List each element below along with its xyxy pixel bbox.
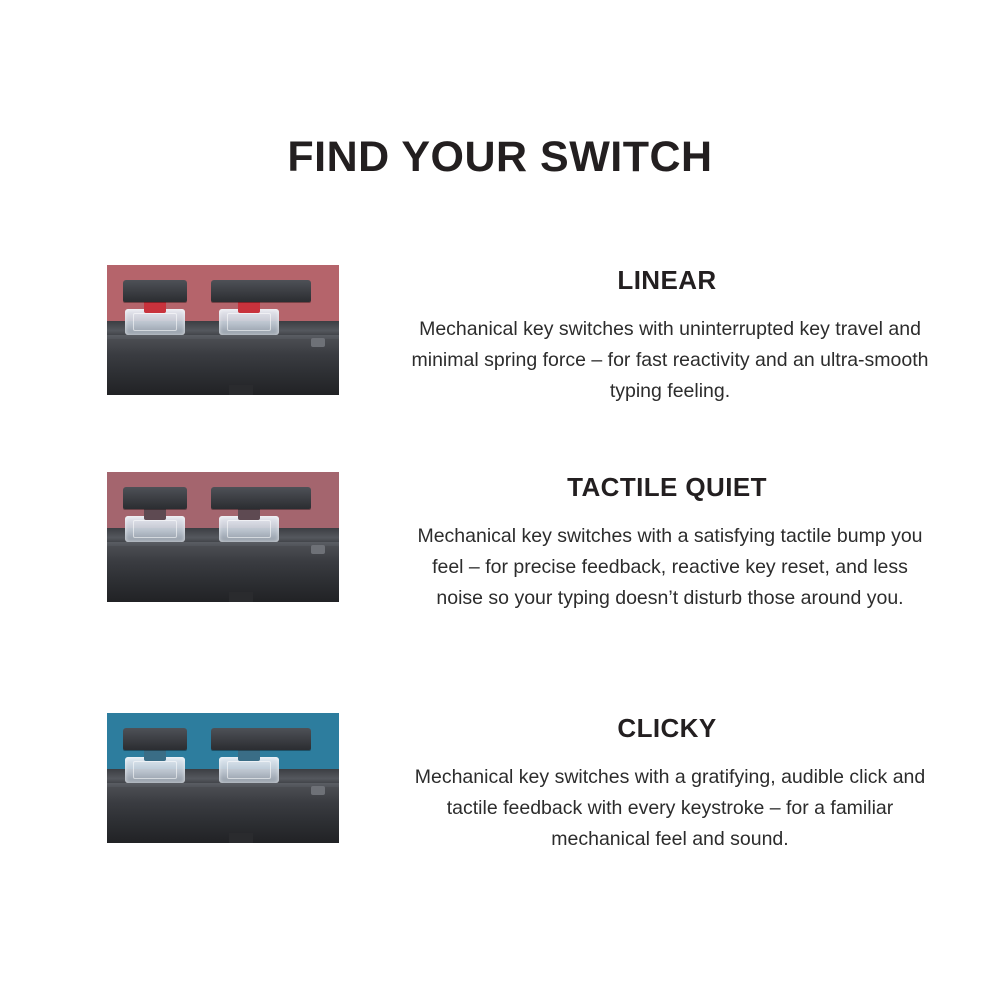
switch-description-tactile-quiet: Mechanical key switches with a satisfying tactile bump you feel – for precise feedback, reactive key reset, and less noise so your typing doesn’t disturb those around you. bbox=[417, 525, 923, 609]
keyboard-body bbox=[107, 546, 339, 602]
keyboard-port bbox=[311, 338, 325, 347]
keycap-right bbox=[211, 728, 311, 750]
switch-image-wrap-linear bbox=[0, 265, 340, 395]
page-title: FIND YOUR SWITCH bbox=[287, 133, 713, 181]
switch-section-linear bbox=[0, 265, 1000, 465]
switch-section-tactile-quiet bbox=[0, 472, 1000, 672]
keycap-left bbox=[123, 280, 187, 302]
keyboard-body bbox=[107, 787, 339, 843]
keycap-right bbox=[211, 487, 311, 509]
keycap-left bbox=[123, 728, 187, 750]
keyboard-port bbox=[311, 545, 325, 554]
switch-text-linear bbox=[340, 265, 1000, 407]
keyboard-foot bbox=[229, 385, 253, 395]
switch-text-clicky bbox=[340, 713, 1000, 855]
keyboard-port bbox=[311, 786, 325, 795]
keyboard-body bbox=[107, 339, 339, 395]
switch-description-clicky: Mechanical key switches with a gratifying, audible click and tactile feedback with every keystroke – for a familiar mechanical feel and sound. bbox=[414, 766, 926, 850]
linear-switch-photo bbox=[107, 265, 339, 395]
switch-image-wrap-clicky bbox=[0, 713, 340, 843]
switch-text-tactile-quiet bbox=[340, 472, 1000, 614]
keyboard-foot bbox=[229, 592, 253, 602]
switch-title-clicky: CLICKY bbox=[617, 713, 717, 743]
clicky-switch-photo bbox=[107, 713, 339, 843]
keycap-right bbox=[211, 280, 311, 302]
switch-section-clicky bbox=[0, 713, 1000, 913]
tactile-quiet-switch-photo bbox=[107, 472, 339, 602]
keycap-left bbox=[123, 487, 187, 509]
switch-title-tactile-quiet: TACTILE QUIET bbox=[567, 472, 767, 502]
switch-title-linear: LINEAR bbox=[617, 265, 717, 295]
switch-description-linear: Mechanical key switches with uninterrupted key travel and minimal spring force – for fast reactivity and an ultra-smooth typing feeling. bbox=[411, 318, 929, 402]
keyboard-foot bbox=[229, 833, 253, 843]
switch-image-wrap-tactile-quiet bbox=[0, 472, 340, 602]
